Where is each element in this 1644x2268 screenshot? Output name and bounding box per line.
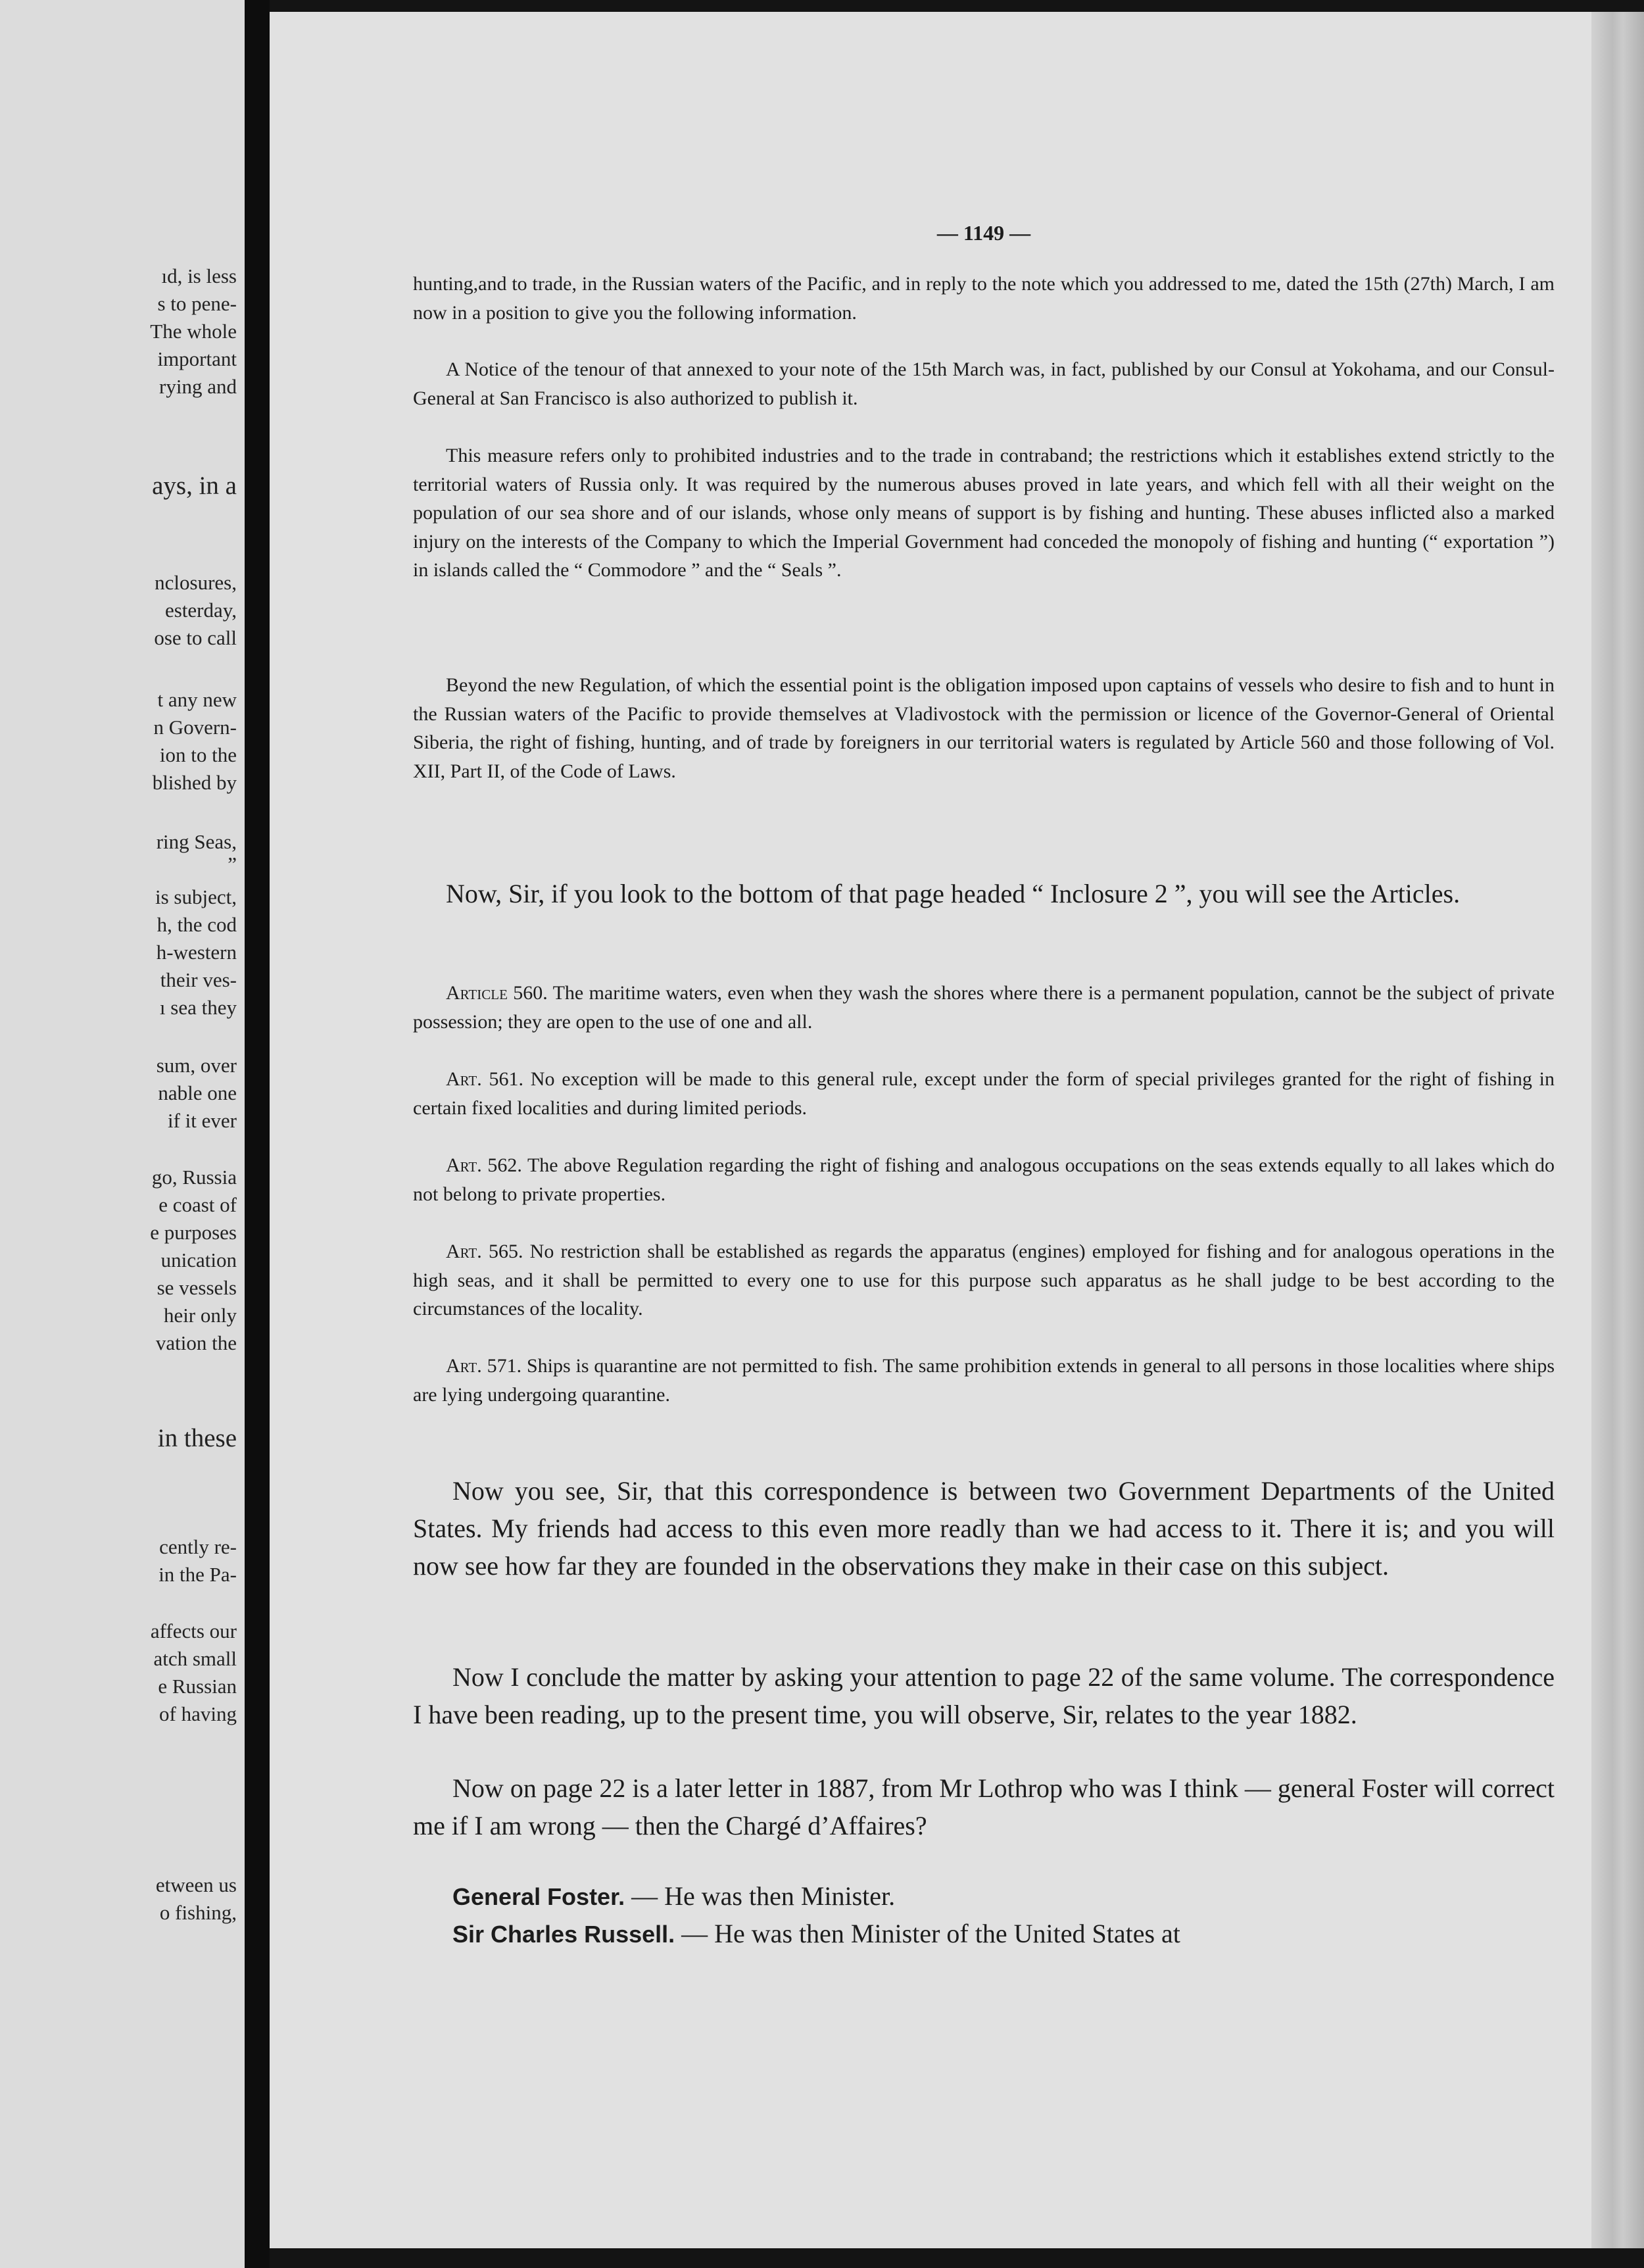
facing-page-line: is subject, [155, 885, 237, 908]
book-page [270, 12, 1644, 2248]
facing-page-line: n Govern- [153, 716, 237, 739]
article-571 [413, 1352, 1555, 1409]
facing-page-line: ı sea they [159, 996, 237, 1019]
facing-page-line: unication [160, 1248, 237, 1271]
facing-page-line: nclosures, [155, 571, 237, 594]
facing-page-line: h, the cod [157, 913, 237, 936]
letter-paragraph-3: This measure refers only to prohibited industries and to the trade in contraband; the restrictions which it establishes extend strictly to the territorial waters of Russia only. It was required by the numerous abuses proved in late years, and which fell with all their weight on the population of our sea shore and of our islands, whose only means of support is by fishing and hunting. These abuses inflicted also a marked injury on the interests of the Company to which the Imperial Government had conceded the monopoly of fishing and hunting (“ exportation ”) in islands called the “ Commodore ” and the “ Seals ”. [413, 445, 1555, 581]
article-text: No exception will be made to this general rule, except under the form of special privileges granted for the right of fishing in certain fixed localities and during limited periods. [413, 1068, 1555, 1119]
letter-paragraph-4: Beyond the new Regulation, of which the essential point is the obligation imposed upon captains of vessels who desire to fish and to hunt in the Russian waters of the Pacific to provide themselves at Vladivostock with the permission or licence of the Governor-General of Oriental Siberia, the right of fishing, hunting, and of trade by foreigners in our territorial waters is regulated by Article 560 and those following of Vol. XII, Part II, of the Code of Laws. [413, 674, 1555, 782]
facing-page-line: s to pene- [157, 292, 237, 315]
facing-page-line: cently re- [159, 1535, 237, 1558]
facing-page-line: nable one [158, 1081, 237, 1104]
article-561 [413, 1065, 1555, 1122]
facing-page-line: ıd, is less [161, 264, 237, 287]
article-label: Article 560. [446, 982, 548, 1004]
facing-page-line: o fishing, [159, 1901, 237, 1924]
facing-page-line: if it ever [167, 1109, 237, 1132]
facing-page-line: ays, in a [152, 472, 237, 500]
letter-paragraph-1: hunting,and to trade, in the Russian waters of the Pacific, and in reply to the note which you addressed to me, dated the 15th (27th) March, I am now in a position to give you the following information. [413, 273, 1555, 324]
letter-paragraph-2: A Notice of the tenour of that annexed to your note of the 15th March was, in fact, published by our Consul at Yokohama, and our Consul-General at San Francisco is also authorized to publish it. [413, 358, 1555, 409]
dialogue-text: — He was then Minister of the United States at [675, 1919, 1180, 1948]
article-label: Art. 571. [446, 1355, 522, 1377]
facing-page-line: esterday, [164, 599, 237, 622]
dialogue-russell [413, 1915, 1555, 1953]
page-edge [1591, 12, 1644, 2248]
facing-page-line: e Russian [158, 1675, 237, 1698]
article-label: Art. 565. [446, 1241, 523, 1262]
facing-page-line: affects our [150, 1619, 237, 1642]
article-text: The above Regulation regarding the right of fishing and analogous occupations on the seas extends equally to all lakes which do not belong to private properties. [413, 1154, 1555, 1205]
book-gutter [245, 0, 270, 2268]
facing-page-line: blished by [152, 771, 237, 794]
speech-paragraph-correspondence: Now you see, Sir, that this correspondence is between two Government Departments of the United States. My friends had access to this even more readly than we had access to it. There it is; and you will now see how far they are founded in the observations they make in their case on this subject. [413, 1476, 1555, 1581]
facing-page-line: e coast of [158, 1193, 237, 1216]
facing-page-line: their ves- [160, 968, 237, 991]
article-text: The maritime waters, even when they wash the shores where there is a permanent population, cannot be the subject of private possession; they are open to the use of one and all. [413, 982, 1555, 1033]
facing-page-line: go, Russia [151, 1166, 237, 1189]
article-562 [413, 1151, 1555, 1208]
facing-page-line: in these [157, 1424, 237, 1452]
article-565 [413, 1237, 1555, 1323]
speech-paragraph-page-22: Now I conclude the matter by asking your attention to page 22 of the same volume. The correspondence I have been reading, up to the present time, you will observe, Sir, relates to the year 1882. [413, 1662, 1555, 1729]
article-text: No restriction shall be established as regards the apparatus (engines) employed for fishing and for analogous operations in the high seas, and it shall be permitted to every one to use for this purpose such apparatus as he shall judge to be best according to the circumstances of the locality. [413, 1241, 1555, 1319]
speaker-name: General Foster. [452, 1883, 625, 1910]
facing-page-line: heir only [163, 1304, 237, 1327]
facing-page-line: of having [159, 1702, 237, 1725]
page-number: — 1149 — [936, 221, 1031, 245]
facing-page-line: The whole [150, 320, 237, 343]
facing-page-line: in the Pa- [158, 1563, 237, 1586]
speech-paragraph-inclosure: Now, Sir, if you look to the bottom of that page headed “ Inclosure 2 ”, you will see the Articles. [446, 879, 1461, 908]
facing-page-line: vation the [155, 1331, 237, 1354]
article-560 [413, 979, 1555, 1036]
facing-page-line: important [157, 347, 237, 370]
facing-page-line: t any new [157, 688, 237, 711]
speaker-name: Sir Charles Russell. [452, 1921, 675, 1948]
facing-page-line: ” [228, 852, 237, 875]
dialogue-foster [413, 1877, 1555, 1915]
article-label: Art. 562. [446, 1154, 522, 1176]
facing-page-line: atch small [153, 1647, 237, 1670]
speech-paragraph-lothrop: Now on page 22 is a later letter in 1887, from Mr Lothrop who was I think — general Foster will correct me if I am wrong — then the Chargé d’Affaires? [413, 1773, 1555, 1840]
facing-page-line: h-western [156, 941, 237, 964]
facing-page-line: etween us [155, 1873, 237, 1896]
article-text: Ships is quarantine are not permitted to fish. The same prohibition extends in general to all persons in those localities where ships are lying undergoing quarantine. [413, 1355, 1555, 1406]
facing-page-line: ion to the [159, 743, 237, 766]
facing-page [0, 0, 245, 2268]
facing-page-line: e purposes [150, 1221, 237, 1244]
article-label: Art. 561. [446, 1068, 524, 1090]
facing-page-line: sum, over [156, 1054, 237, 1077]
facing-page-line: ring Seas, [156, 830, 237, 853]
facing-page-line: rying and [159, 375, 237, 398]
facing-page-line: se vessels [157, 1276, 237, 1299]
dialogue-text: — He was then Minister. [625, 1881, 896, 1911]
facing-page-line: ose to call [154, 626, 237, 649]
